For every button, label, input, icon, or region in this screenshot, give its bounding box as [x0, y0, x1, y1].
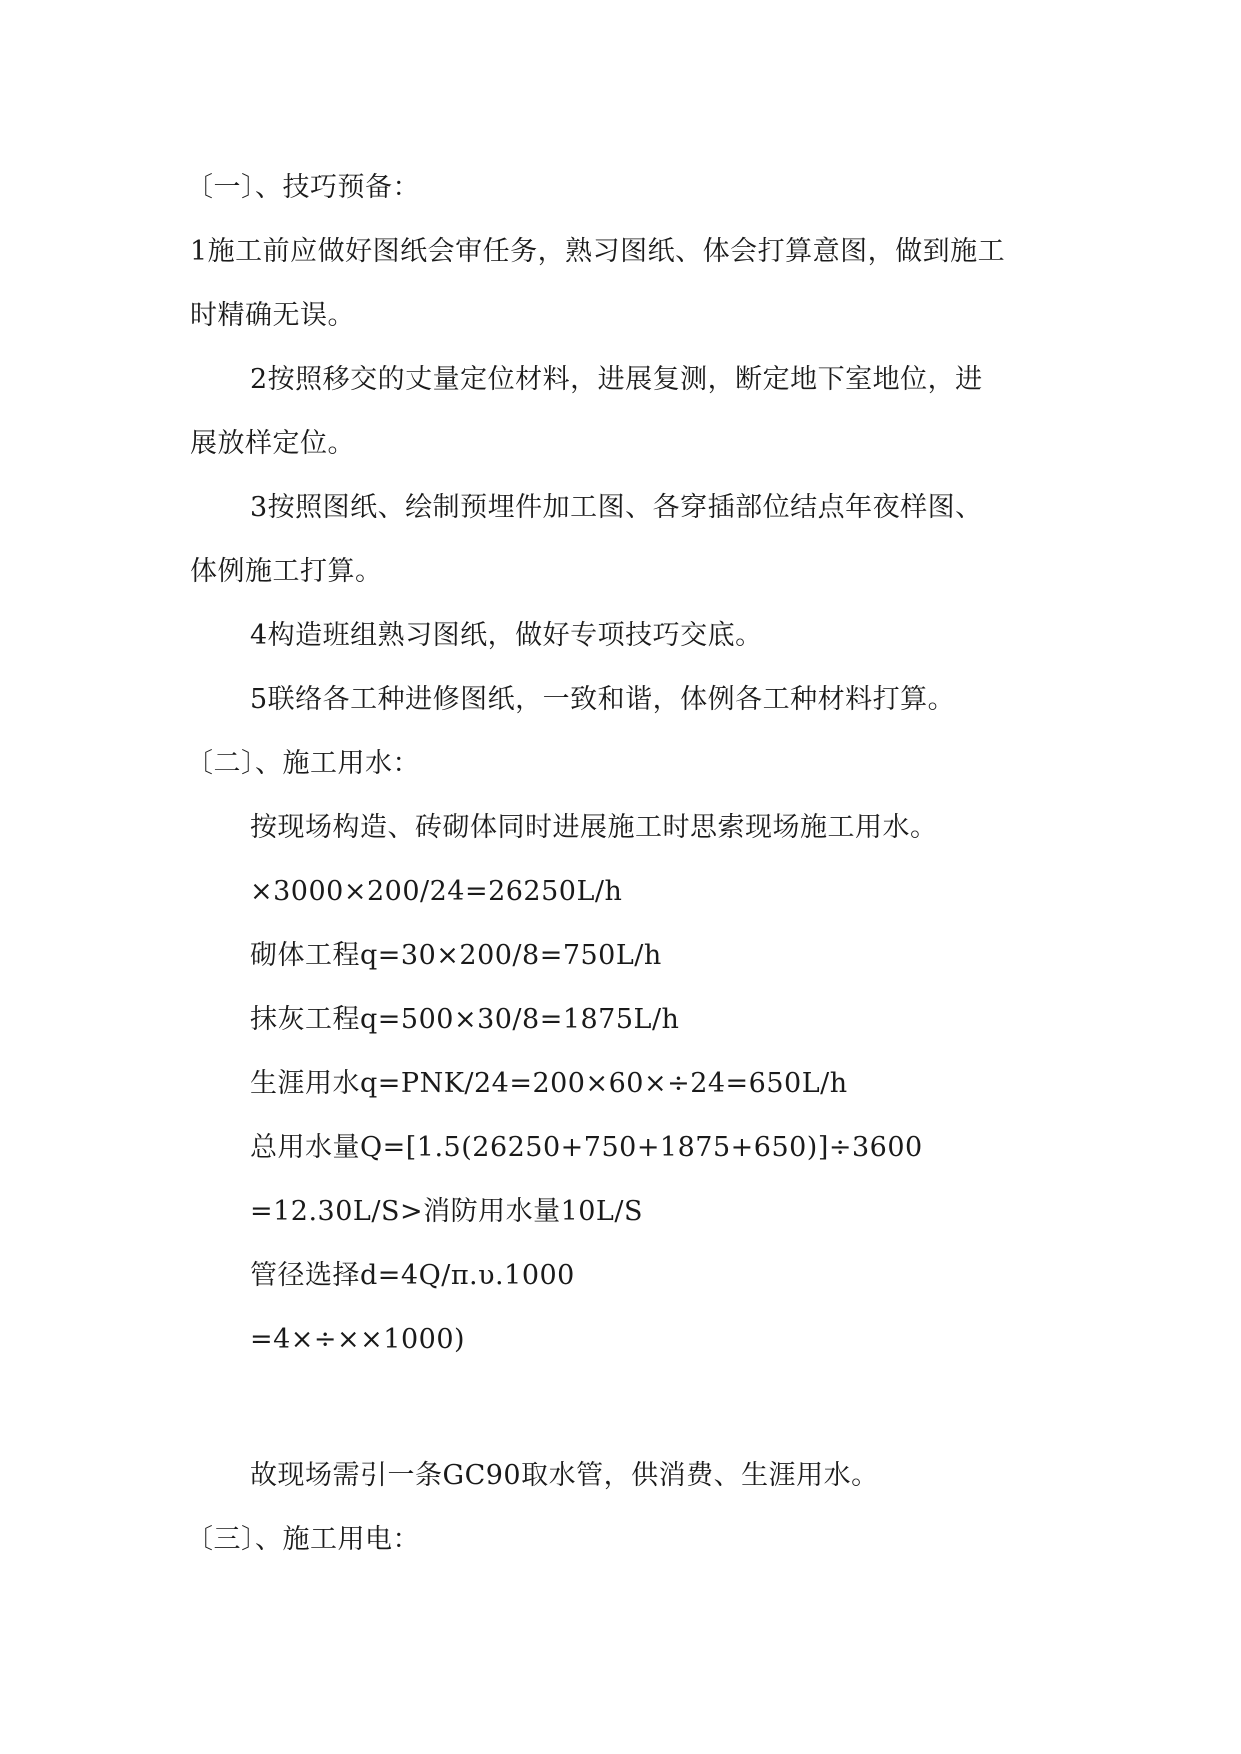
- section-heading-2: 〔二〕、施工用水：: [186, 748, 420, 779]
- paragraph-line: 按现场构造、砖砌体同时进展施工时思索现场施工用水。: [250, 812, 938, 843]
- paragraph-line: 4构造班组熟习图纸，做好专项技巧交底。: [250, 620, 763, 651]
- paragraph-line: 故现场需引一条GC90取水管，供消费、生涯用水。: [250, 1460, 879, 1491]
- section-heading-1: 〔一〕、技巧预备：: [186, 172, 420, 203]
- paragraph-line: 时精确无误。: [190, 300, 355, 331]
- formula-line: ×3000×200/24=26250L/h: [250, 876, 623, 907]
- section-heading-3: 〔三〕、施工用电：: [186, 1524, 420, 1555]
- paragraph-line: 体例施工打算。: [190, 556, 383, 587]
- formula-line: =4×÷××1000): [250, 1324, 466, 1355]
- paragraph-line: 3按照图纸、绘制预埋件加工图、各穿插部位结点年夜样图、: [250, 492, 983, 523]
- paragraph-line: 2按照移交的丈量定位材料，进展复测，断定地下室地位，进: [250, 364, 983, 395]
- paragraph-line: 展放样定位。: [190, 428, 355, 459]
- formula-line: 总用水量Q=[1.5(26250+750+1875+650)]÷3600: [250, 1132, 923, 1163]
- formula-line: 砌体工程q=30×200/8=750L/h: [250, 940, 662, 971]
- formula-line: 抹灰工程q=500×30/8=1875L/h: [250, 1004, 680, 1035]
- formula-line: 管径选择d=4Q/π.υ.1000: [250, 1260, 575, 1291]
- formula-line: =12.30L/S>消防用水量10L/S: [250, 1196, 643, 1227]
- paragraph-line: 1施工前应做好图纸会审任务，熟习图纸、体会打算意图，做到施工: [190, 236, 1006, 267]
- formula-line: 生涯用水q=PNK/24=200×60×÷24=650L/h: [250, 1068, 848, 1099]
- paragraph-line: 5联络各工种进修图纸，一致和谐，体例各工种材料打算。: [250, 684, 956, 715]
